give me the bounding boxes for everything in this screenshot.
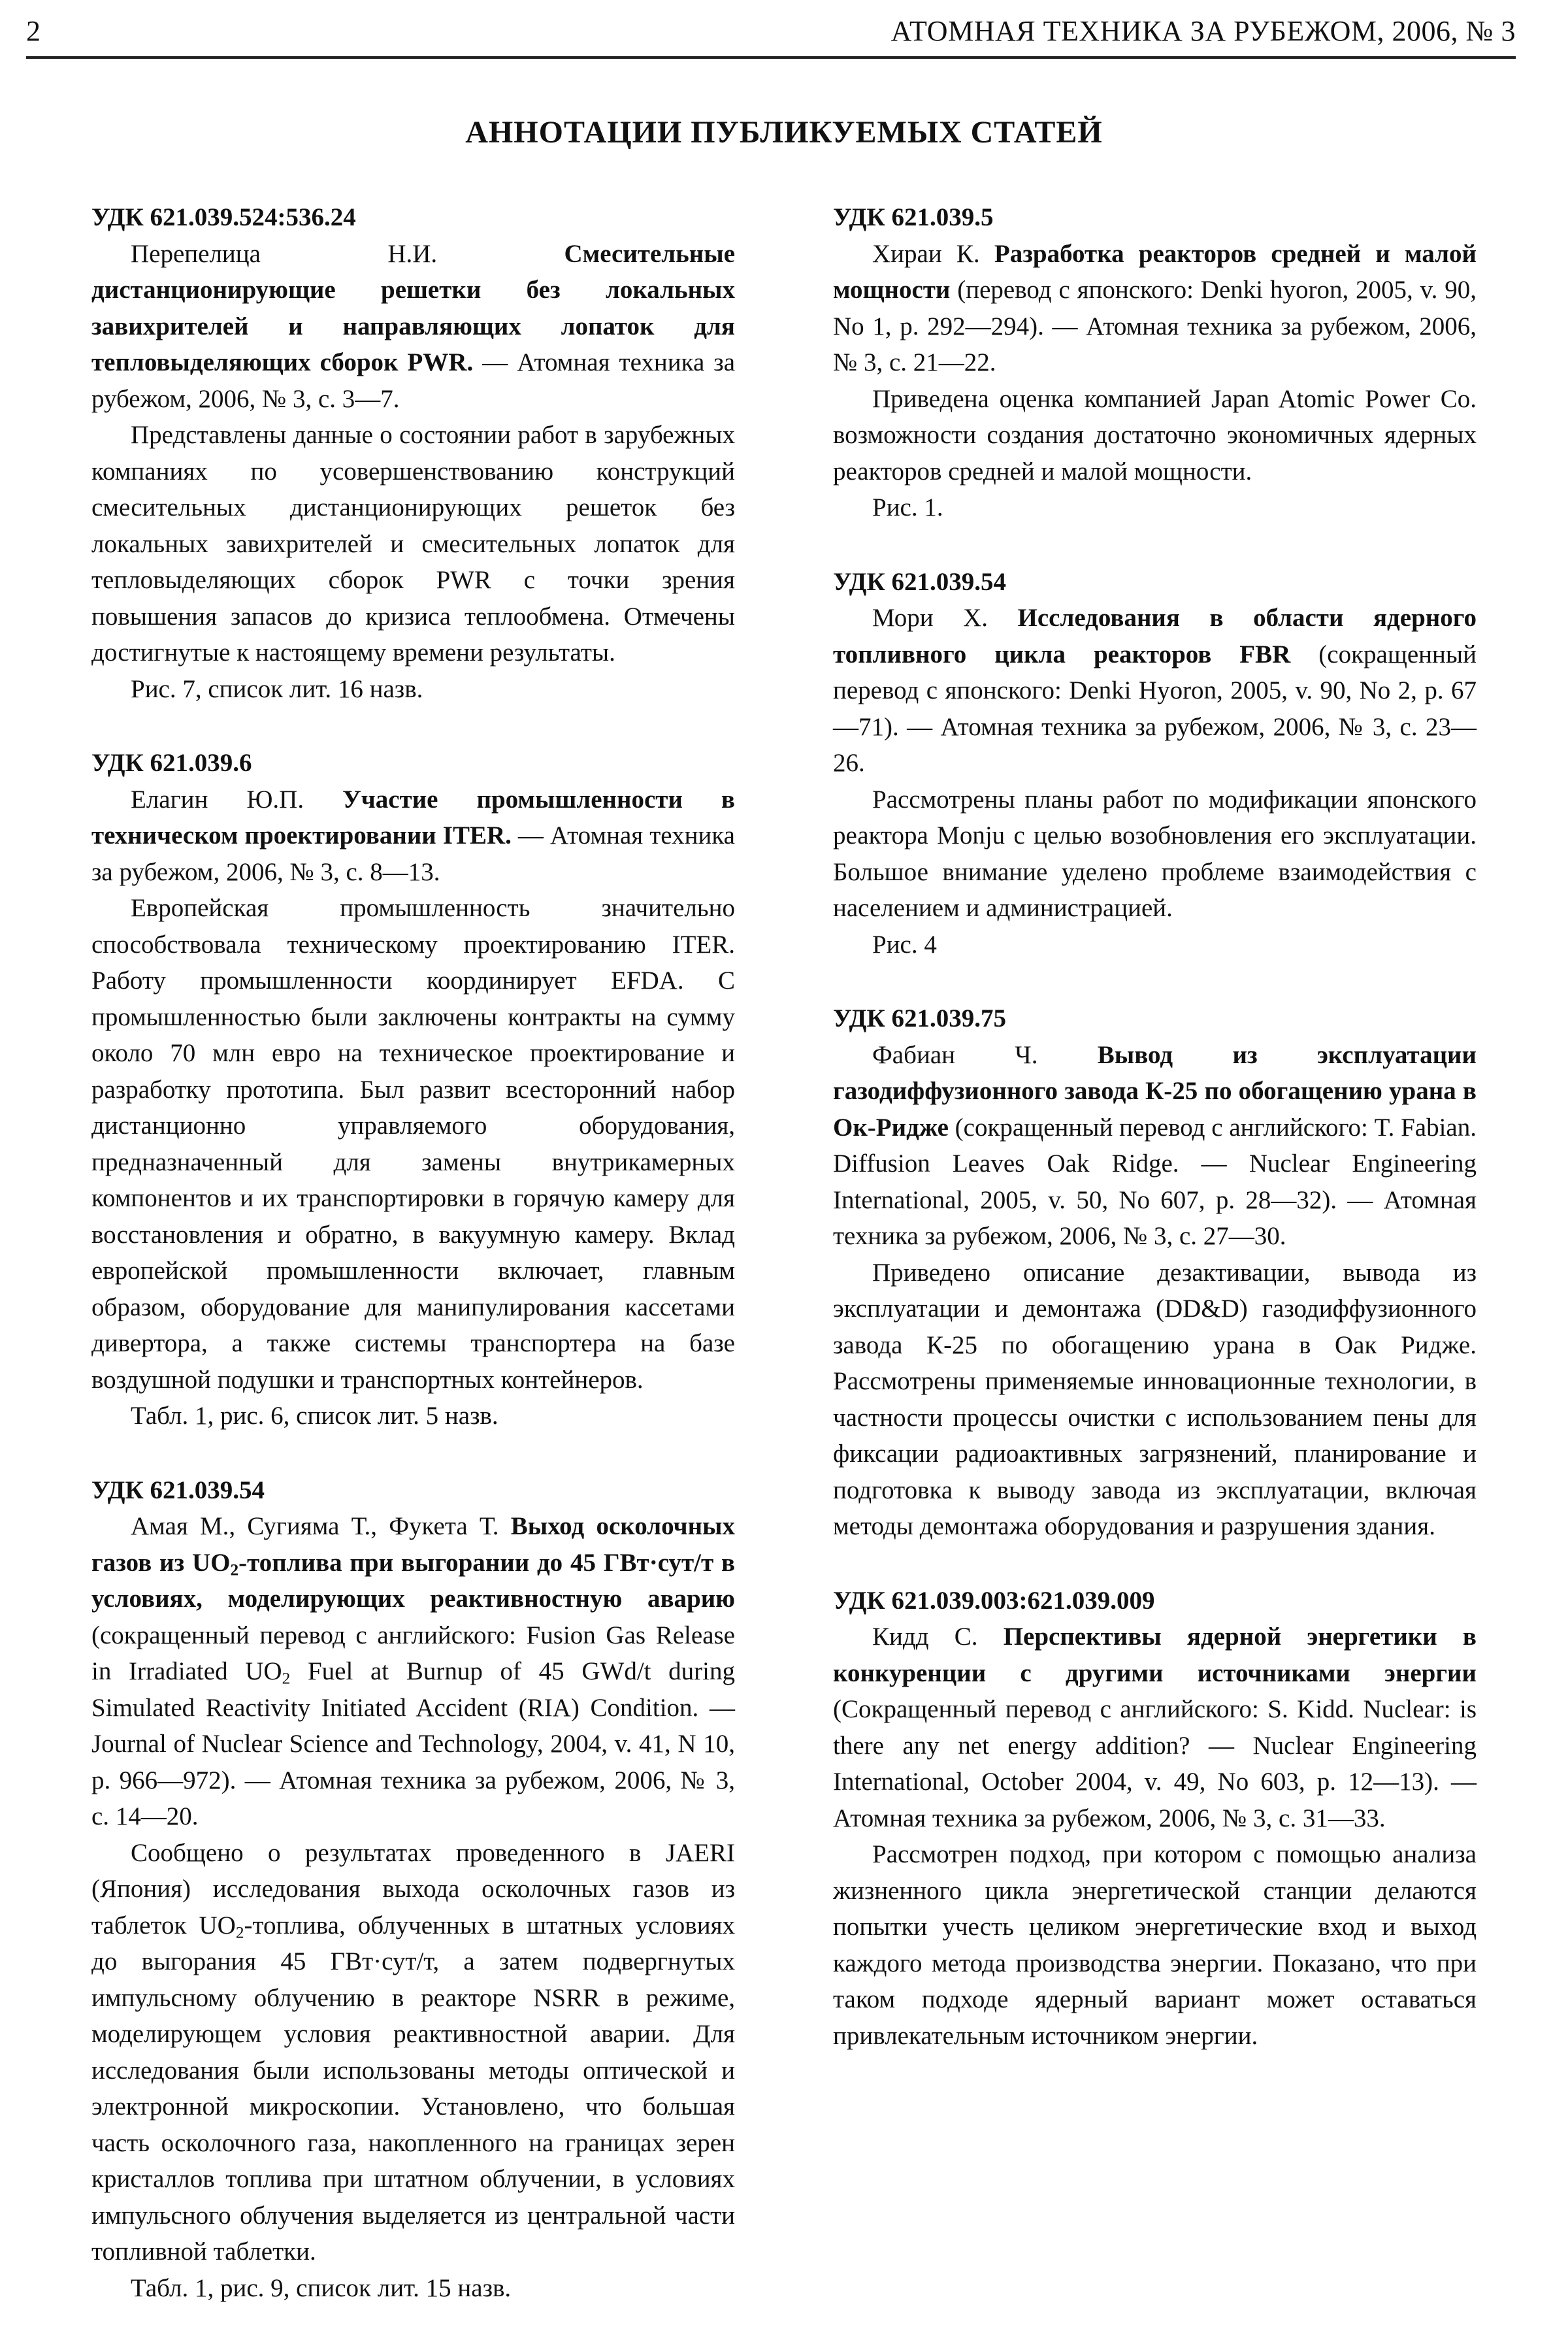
text-segment: Амая М., Сугияма Т., Фукета Т.	[131, 1512, 511, 1540]
article-paragraph	[833, 927, 1477, 963]
article-citation	[91, 782, 735, 891]
text-segment: Перепелица Н.И.	[131, 239, 564, 268]
article-citation	[833, 600, 1477, 782]
text-segment: (Сокращенный перевод с английского: S. Kidd. Nuclear: is there any net energy addition? — Nuclear Engineering International, October 2004, v. 49, No 603, p. 12—13). — Атомная техника за рубежом, 2006, № 3, с. 31—33.	[833, 1695, 1477, 1832]
udk-code: УДК 621.039.5	[833, 203, 994, 231]
text-segment: (сокращенный перевод с японского: Denki Hyoron, 2005, v. 90, No 2, p. 67—71). — Атомная техника за рубежом, 2006, № 3, с. 23—26.	[833, 640, 1477, 777]
article-citation	[91, 236, 735, 418]
article-title-text: -топлива при выгорании до 45 ГВт·сут/т в условиях, моделирующих реактивностную аварию	[91, 1548, 735, 1613]
article-paragraph	[91, 1835, 735, 2270]
udk-code: УДК 621.039.524:536.24	[91, 203, 356, 231]
text-segment: Мори Х.	[872, 604, 1018, 632]
article-citation	[833, 1037, 1477, 1255]
udk-code: УДК 621.039.54	[91, 1476, 265, 1504]
page-title: АННОТАЦИИ ПУБЛИКУЕМЫХ СТАТЕЙ	[465, 115, 1103, 150]
article-paragraph	[91, 417, 735, 671]
article-citation	[833, 1619, 1477, 1836]
annotation-article	[91, 199, 735, 707]
article-paragraph	[833, 782, 1477, 927]
article-paragraph	[833, 1836, 1477, 2054]
text-segment: Рассмотрены планы работ по модификации японского реактора Monju с целью возобновления его эксплуатации. Большое внимание уделено проблеме взаимодействия с населением и администрацией.	[833, 785, 1477, 922]
left-column	[91, 199, 735, 2344]
text-segment: Рассмотрен подход, при котором с помощью анализа жизненного цикла энергетической станции делаются попытки учесть целиком энергетические вход и выход каждого метода производства энергии. Показано, что при таком подходе ядерный вариант может оставаться привлекательным источником энергии.	[833, 1840, 1477, 2050]
article-title-text: 2	[230, 1560, 239, 1579]
annotation-article	[833, 199, 1477, 526]
article-citation	[833, 236, 1477, 381]
article-title-text: Разработка реакторов средней и малой мощности	[833, 239, 1477, 304]
text-segment: (сокращенный перевод с английского: Fusion Gas Release in Irradiated UO	[91, 1621, 735, 1685]
article-paragraph	[91, 671, 735, 708]
text-segment: -топлива, облученных в штатных условиях до выгорания 45 ГВт·сут/т, а затем подвергнутых импульсному облучению в реакторе NSRR в режиме, моделирующем условия реактивностной аварии. Для исследования были использованы методы оптической и электронной микроскопии. Установлено, что большая часть осколочного газа, накопленного на границах зерен кристаллов топлива при штатном облучении, в условиях импульсного облучения выделяется из центральной части топливной таблетки.	[91, 1911, 736, 2266]
annotation-article	[91, 745, 735, 1434]
udk-code: УДК 621.039.75	[833, 1004, 1007, 1032]
journal-title: АТОМНАЯ ТЕХНИКА ЗА РУБЕЖОМ, 2006, № 3	[890, 15, 1516, 47]
article-title-text: Участие промышленности в техническом проектировании ITER.	[91, 785, 735, 850]
udk-code: УДК 621.039.54	[833, 567, 1007, 596]
annotation-article	[91, 1472, 735, 2307]
text-segment: — Атомная техника за рубежом, 2006, № 3, с. 8—13.	[91, 821, 735, 886]
annotation-article	[833, 564, 1477, 963]
text-segment: Fuel at Burnup of 45 GWd/t during Simulated Reactivity Initiated Accident (RIA) Condition. — Journal of Nuclear Science and Technology, 2004, v. 41, N 10, p. 966—972). — Атомная техника за рубежом, 2006, № 3, с. 14—20.	[91, 1657, 736, 1830]
article-paragraph	[833, 489, 1477, 526]
text-segment: Представлены данные о состоянии работ в зарубежных компаниях по усовершенствованию конструкций смесительных дистанционирующих решеток без локальных завихрителей и смесительных лопаток для тепловыделяющих сборок PWR с точки зрения повышения запасов до кризиса теплообмена. Отмечены достигнутые к настоящему времени результаты.	[91, 421, 735, 667]
text-segment: (перевод с японского: Denki hyoron, 2005, v. 90, No 1, p. 292—294). — Атомная техника за рубежом, 2006, № 3, с. 21—22.	[833, 276, 1477, 376]
udk-code: УДК 621.039.003:621.039.009	[833, 1586, 1155, 1615]
text-segment: Кидд С.	[872, 1623, 1004, 1651]
article-title-text: Смесительные дистанционирующие решетки без локальных завихрителей и направляющих лопаток для тепловыделяющих сборок PWR.	[91, 239, 735, 376]
article-title-text: Вывод из эксплуатации газодиффузионного завода К-25 по обогащению урана в Ок-Ридже	[833, 1040, 1477, 1142]
article-title-text: Исследования в области ядерного топливного цикла реакторов FBR	[833, 604, 1477, 669]
text-segment: Рис. 4	[872, 930, 937, 959]
text-segment: 2	[235, 1923, 244, 1941]
annotation-article	[833, 1000, 1477, 1545]
text-segment: Приведено описание дезактивации, вывода из эксплуатации и демонтажа (DD&D) газодиффузионного завода К-25 по обогащению урана в Оак Ридже. Рассмотрены применяемые инновационные технологии, в частности процессы очистки с использованием пены для фиксации радиоактивных загрязнений, планирование и подготовка к выводу завода из эксплуатации, включая методы демонтажа оборудования и разрушения здания.	[833, 1258, 1477, 1540]
text-segment: Европейская промышленность значительно способствовала техническому проектированию ITER. Работу промышленности координирует EFDA. С промышленностью были заключены контракты на сумму около 70 млн евро на техническое проектирование и разработку прототипа. Был развит всесторонний набор дистанционно управляемого оборудования, предназначенный для замены внутрикамерных компонентов и их транспортировки в горячую камеру для восстановления и обратно, в вакуумную камеру. Вклад европейской промышленности включает, главным образом, оборудование для манипулирования кассетами дивертора, а также системы транспортера на базе воздушной подушки и транспортных контейнеров.	[91, 894, 735, 1394]
article-citation	[91, 1508, 735, 1835]
article-title-text: Перспективы ядерной энергетики в конкуренции с другими источниками энергии	[833, 1623, 1477, 1687]
text-segment: Хираи К.	[872, 239, 994, 268]
text-segment: Табл. 1, рис. 9, список лит. 15 назв.	[131, 2273, 512, 2302]
text-segment: Сообщено о результатах проведенного в JAERI (Япония) исследования выхода осколочных газов из таблеток UO	[91, 1838, 735, 1940]
running-header	[26, 9, 1516, 59]
text-segment: Фабиан Ч.	[872, 1040, 1098, 1069]
text-segment: Елагин Ю.П.	[131, 785, 343, 814]
text-segment: Рис. 1.	[872, 493, 943, 521]
article-paragraph	[833, 1255, 1477, 1545]
text-segment: Табл. 1, рис. 6, список лит. 5 назв.	[131, 1402, 498, 1430]
text-segment: (сокращенный перевод с английского: T. Fabian. Diffusion Leaves Oak Ridge. — Nuclear Engineering International, 2005, v. 50, No 607, p. 28—32). — Атомная техника за рубежом, 2006, № 3, с. 27—30.	[833, 1113, 1477, 1250]
annotation-article	[833, 1583, 1477, 2055]
right-column	[833, 199, 1477, 2092]
article-paragraph	[91, 1398, 735, 1434]
text-segment: Рис. 7, список лит. 16 назв.	[131, 674, 423, 703]
text-segment: Приведена оценка компанией Japan Atomic Power Co. возможности создания достаточно экономичных ядерных реакторов средней и малой мощности.	[833, 384, 1477, 486]
article-paragraph	[91, 2270, 735, 2307]
page-number: 2	[26, 15, 41, 47]
udk-code: УДК 621.039.6	[91, 749, 252, 777]
text-segment: — Атомная техника за рубежом, 2006, № 3, с. 3—7.	[91, 348, 736, 413]
article-paragraph	[91, 890, 735, 1398]
article-title-text: Выход осколочных газов из UO	[91, 1512, 735, 1577]
article-paragraph	[833, 381, 1477, 490]
text-segment: 2	[282, 1669, 291, 1688]
